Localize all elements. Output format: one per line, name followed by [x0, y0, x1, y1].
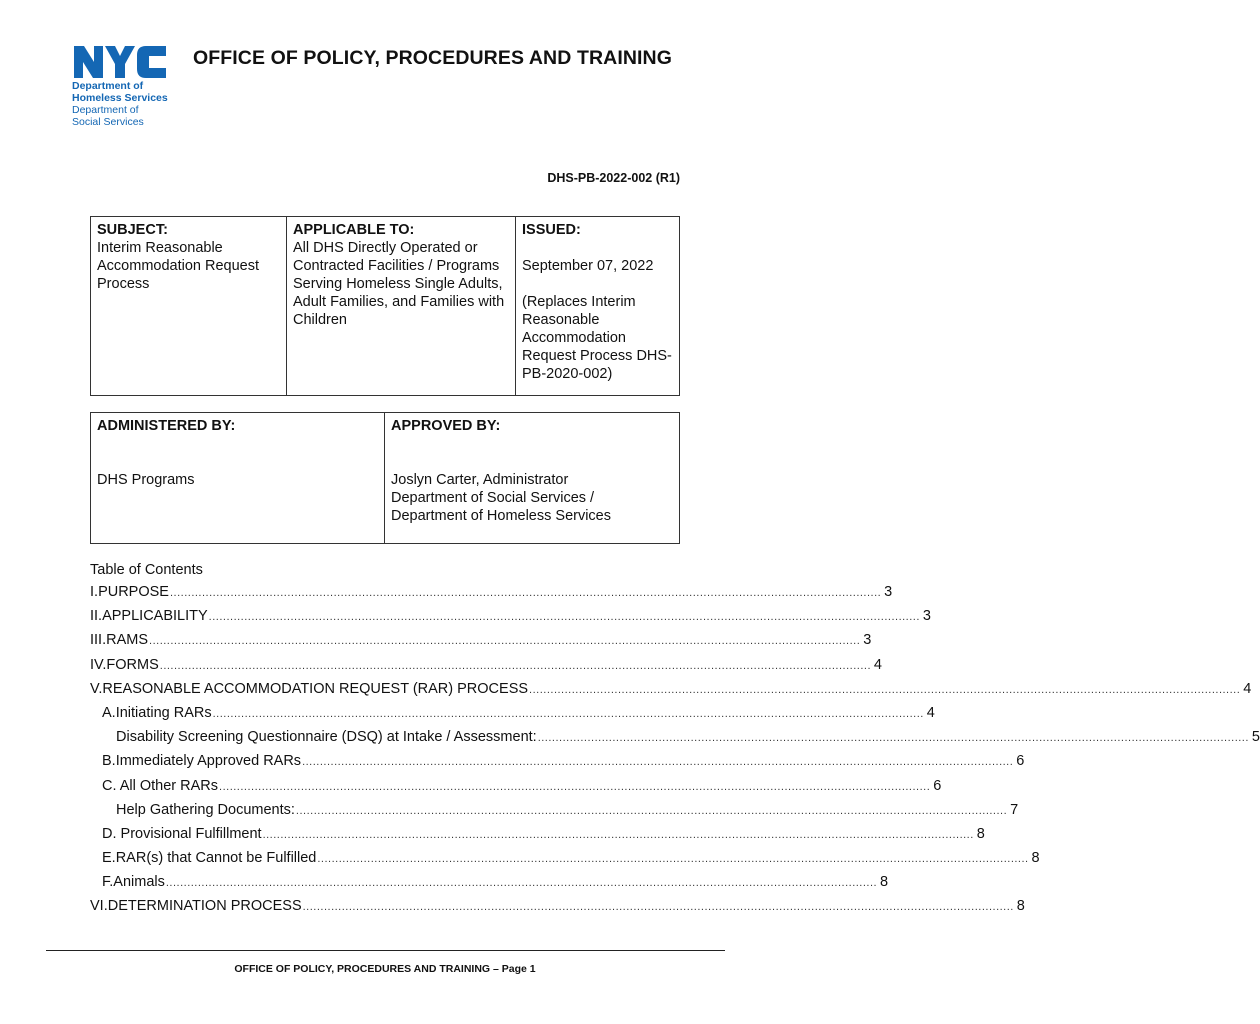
approved-name: Joslyn Carter, Administrator — [391, 472, 569, 488]
toc-dot-leader: ........................................................................................................................................................................................................ — [262, 828, 974, 841]
administered-value: DHS Programs — [97, 472, 195, 488]
toc-entry[interactable] — [90, 897, 1025, 921]
subject-label: SUBJECT: — [97, 222, 168, 238]
toc-entry-label: Initiating RARs — [115, 704, 212, 721]
toc-dot-leader: ........................................................................................................................................................................................................ — [529, 683, 1241, 696]
toc-dot-leader: ........................................................................................................................................................................................................ — [219, 780, 931, 793]
approved-label: APPROVED BY: — [391, 418, 501, 434]
page-footer: OFFICE OF POLICY, PROCEDURES AND TRAINING – Page 1 — [234, 963, 536, 975]
document-number: DHS-PB-2022-002 (R1) — [547, 171, 680, 185]
nyc-dhs-logo — [72, 44, 182, 128]
toc-dot-leader: ........................................................................................................................................................................................................ — [302, 756, 1014, 769]
toc-entry[interactable] — [90, 825, 985, 849]
toc-dot-leader: ........................................................................................................................................................................................................ — [212, 707, 924, 720]
toc-entry[interactable] — [90, 801, 1019, 825]
toc-entry[interactable] — [90, 607, 931, 631]
toc-dot-leader: ........................................................................................................................................................................................................ — [295, 804, 1008, 817]
toc-entry-number: V. — [90, 680, 103, 697]
toc-entry-page: 3 — [922, 608, 931, 625]
toc-entry[interactable] — [90, 680, 1252, 704]
toc-entry[interactable] — [90, 631, 872, 655]
toc-entry-number: II. — [90, 608, 103, 625]
toc-entry-label: RAMS — [106, 632, 149, 649]
toc-entry-page: 4 — [1243, 680, 1252, 697]
toc-entry-page: 8 — [1016, 898, 1025, 915]
toc-entry-label: REASONABLE ACCOMMODATION REQUEST (RAR) PROCESS — [102, 680, 529, 697]
toc-entry-number: VI. — [90, 898, 108, 915]
toc-entry-label: APPLICABILITY — [102, 608, 208, 625]
approved-line-2: Department of Social Services / — [391, 490, 595, 506]
toc-entry[interactable] — [90, 849, 1040, 873]
issued-date: September 07, 2022 — [522, 258, 654, 274]
toc-entry-page: 5 — [1251, 729, 1260, 746]
toc-entry[interactable] — [90, 777, 942, 801]
toc-dot-leader: ........................................................................................................................................................................................................ — [169, 587, 882, 599]
toc-entry-page: 4 — [926, 704, 935, 721]
toc-entry-page: 8 — [880, 874, 889, 891]
toc-entry-page: 3 — [863, 632, 872, 649]
toc-entry-number: F. — [102, 874, 114, 891]
toc-dot-leader: ........................................................................................................................................................................................................ — [208, 611, 920, 624]
administered-cell — [91, 413, 385, 544]
toc-entry-page: 6 — [1016, 753, 1025, 770]
applicable-label: APPLICABLE TO: — [293, 222, 415, 238]
footer-divider — [46, 950, 725, 951]
toc-entry-page: 8 — [1031, 850, 1040, 867]
administration-table — [90, 412, 680, 544]
toc-entry-label: Help Gathering Documents: — [116, 801, 295, 818]
summary-table — [90, 216, 680, 396]
toc-entry[interactable] — [90, 873, 889, 897]
toc-entry-label: D. Provisional Fulfillment — [102, 825, 262, 842]
applicable-value: All DHS Directly Operated or Contracted Facilities / Programs Serving Homeless Single Adults, Adult Families, and Families with Children — [293, 240, 505, 328]
toc-entry-page: 4 — [873, 656, 882, 673]
applicable-cell — [287, 217, 516, 396]
toc-entry[interactable] — [90, 752, 1025, 776]
toc-entry[interactable] — [90, 704, 935, 728]
toc-entry-page: 3 — [884, 584, 893, 600]
subject-value: Interim Reasonable Accommodation Request Process — [97, 240, 259, 292]
toc-entry-number: E. — [102, 850, 116, 867]
toc-entry-label: PURPOSE — [98, 584, 169, 600]
nyc-logo-icon — [72, 44, 168, 80]
toc-entry-page: 7 — [1010, 801, 1019, 818]
logo-line-4: Social Services — [72, 116, 144, 128]
toc-dot-leader: ........................................................................................................................................................................................................ — [165, 877, 878, 890]
toc-entry-page: 6 — [933, 777, 942, 794]
logo-line-2: Homeless Services — [72, 92, 168, 104]
toc-entry-label: Immediately Approved RARs — [115, 753, 302, 770]
issued-cell — [516, 217, 680, 396]
logo-line-3: Department of — [72, 104, 139, 116]
approved-cell — [385, 413, 680, 544]
toc-entry-number: IV. — [90, 656, 107, 673]
toc-entry-label: Disability Screening Questionnaire (DSQ) at Intake / Assessment: — [116, 729, 537, 746]
toc-entry-label: DETERMINATION PROCESS — [107, 898, 302, 915]
issued-label: ISSUED: — [522, 222, 581, 238]
toc-entry-label: RAR(s) that Cannot be Fulfilled — [115, 850, 317, 867]
toc-entry-number: I. — [90, 584, 99, 600]
toc-entry[interactable] — [90, 656, 882, 680]
toc-dot-leader: ........................................................................................................................................................................................................ — [159, 659, 871, 672]
toc-entry-number: III. — [90, 632, 107, 649]
issued-note: (Replaces Interim Reasonable Accommodation Request Process DHS-PB-2020-002) — [522, 294, 672, 382]
toc-dot-leader: ........................................................................................................................................................................................................ — [149, 635, 861, 648]
administered-label: ADMINISTERED BY: — [97, 418, 236, 434]
toc-entry-number: A. — [102, 704, 116, 721]
toc-entry[interactable] — [90, 728, 1260, 752]
office-title: OFFICE OF POLICY, PROCEDURES AND TRAINING — [193, 47, 672, 69]
toc-entry-page: 8 — [976, 825, 985, 842]
toc-title: Table of Contents — [90, 562, 203, 578]
toc-entry-label: Animals — [113, 874, 165, 891]
subject-cell — [91, 217, 287, 396]
toc-dot-leader: ........................................................................................................................................................................................................ — [317, 853, 1029, 866]
toc-entry-number: B. — [102, 753, 116, 770]
approved-line-3: Department of Homeless Services — [391, 508, 611, 524]
toc-entry-label: FORMS — [106, 656, 159, 673]
logo-line-1: Department of — [72, 80, 144, 92]
table-of-contents — [90, 561, 1260, 922]
toc-dot-leader: ........................................................................................................................................................................................................ — [302, 901, 1014, 914]
toc-entry-label: C. All Other RARs — [102, 777, 219, 794]
toc-entry[interactable] — [90, 583, 893, 607]
toc-dot-leader: ........................................................................................................................................................................................................ — [537, 732, 1249, 745]
